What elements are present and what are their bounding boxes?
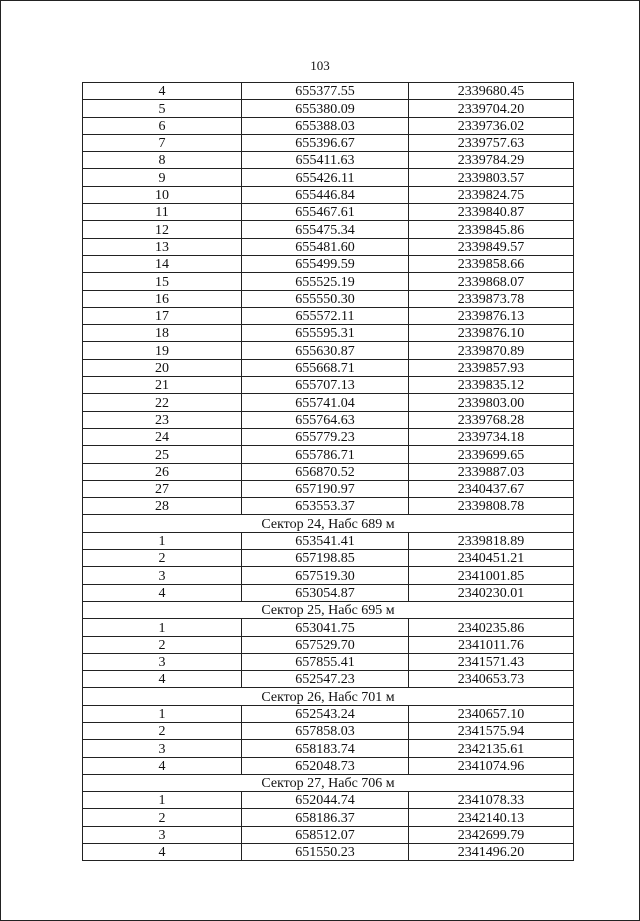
y-coordinate-cell: 2339824.75 [409, 186, 574, 203]
sector-header-row [83, 774, 574, 791]
point-number-cell: 4 [83, 584, 242, 601]
table-row [83, 463, 574, 480]
table-row [83, 428, 574, 445]
point-number-cell: 7 [83, 134, 242, 151]
y-coordinate-cell: 2341078.33 [409, 792, 574, 809]
x-coordinate-cell: 655475.34 [242, 221, 409, 238]
x-coordinate-cell: 655550.30 [242, 290, 409, 307]
point-number-cell: 3 [83, 826, 242, 843]
table-row [83, 844, 574, 861]
point-number-cell: 27 [83, 480, 242, 497]
point-number-cell: 2 [83, 636, 242, 653]
table-row [83, 290, 574, 307]
sector-header: Сектор 27, Набс 706 м [83, 774, 574, 791]
table-row [83, 255, 574, 272]
point-number-cell: 4 [83, 83, 242, 100]
x-coordinate-cell: 655388.03 [242, 117, 409, 134]
x-coordinate-cell: 655707.13 [242, 377, 409, 394]
point-number-cell: 9 [83, 169, 242, 186]
y-coordinate-cell: 2339680.45 [409, 83, 574, 100]
y-coordinate-cell: 2339849.57 [409, 238, 574, 255]
x-coordinate-cell: 655572.11 [242, 307, 409, 324]
point-number-cell: 12 [83, 221, 242, 238]
x-coordinate-cell: 655499.59 [242, 255, 409, 272]
table-row [83, 134, 574, 151]
x-coordinate-cell: 655396.67 [242, 134, 409, 151]
y-coordinate-cell: 2340657.10 [409, 705, 574, 722]
x-coordinate-cell: 651550.23 [242, 844, 409, 861]
point-number-cell: 15 [83, 273, 242, 290]
y-coordinate-cell: 2339704.20 [409, 100, 574, 117]
point-number-cell: 16 [83, 290, 242, 307]
x-coordinate-cell: 657190.97 [242, 480, 409, 497]
x-coordinate-cell: 656870.52 [242, 463, 409, 480]
y-coordinate-cell: 2340451.21 [409, 550, 574, 567]
table-row [83, 722, 574, 739]
y-coordinate-cell: 2339857.93 [409, 359, 574, 376]
table-row [83, 100, 574, 117]
table-row [83, 480, 574, 497]
point-number-cell: 21 [83, 377, 242, 394]
x-coordinate-cell: 655764.63 [242, 411, 409, 428]
y-coordinate-cell: 2339784.29 [409, 152, 574, 169]
table-row [83, 653, 574, 670]
x-coordinate-cell: 655411.63 [242, 152, 409, 169]
x-coordinate-cell: 652048.73 [242, 757, 409, 774]
y-coordinate-cell: 2339803.57 [409, 169, 574, 186]
y-coordinate-cell: 2339858.66 [409, 255, 574, 272]
table-row [83, 377, 574, 394]
y-coordinate-cell: 2340653.73 [409, 671, 574, 688]
y-coordinate-cell: 2339699.65 [409, 446, 574, 463]
point-number-cell: 24 [83, 428, 242, 445]
table-row [83, 117, 574, 134]
point-number-cell: 4 [83, 757, 242, 774]
table-row [83, 498, 574, 515]
table-row [83, 359, 574, 376]
point-number-cell: 8 [83, 152, 242, 169]
y-coordinate-cell: 2339887.03 [409, 463, 574, 480]
table-row [83, 757, 574, 774]
sector-header: Сектор 26, Набс 701 м [83, 688, 574, 705]
table-row [83, 204, 574, 221]
x-coordinate-cell: 653553.37 [242, 498, 409, 515]
table-row [83, 740, 574, 757]
y-coordinate-cell: 2339876.10 [409, 325, 574, 342]
point-number-cell: 4 [83, 671, 242, 688]
table-row [83, 325, 574, 342]
point-number-cell: 3 [83, 567, 242, 584]
y-coordinate-cell: 2339870.89 [409, 342, 574, 359]
y-coordinate-cell: 2341496.20 [409, 844, 574, 861]
y-coordinate-cell: 2341074.96 [409, 757, 574, 774]
y-coordinate-cell: 2339840.87 [409, 204, 574, 221]
point-number-cell: 2 [83, 809, 242, 826]
point-number-cell: 1 [83, 619, 242, 636]
x-coordinate-cell: 653041.75 [242, 619, 409, 636]
sector-header-row [83, 515, 574, 532]
y-coordinate-cell: 2339873.78 [409, 290, 574, 307]
x-coordinate-cell: 657858.03 [242, 722, 409, 739]
y-coordinate-cell: 2339876.13 [409, 307, 574, 324]
point-number-cell: 2 [83, 550, 242, 567]
y-coordinate-cell: 2340437.67 [409, 480, 574, 497]
table-row [83, 394, 574, 411]
table-row [83, 152, 574, 169]
sector-header: Сектор 24, Набс 689 м [83, 515, 574, 532]
point-number-cell: 14 [83, 255, 242, 272]
point-number-cell: 6 [83, 117, 242, 134]
x-coordinate-cell: 658183.74 [242, 740, 409, 757]
point-number-cell: 1 [83, 532, 242, 549]
x-coordinate-cell: 652543.24 [242, 705, 409, 722]
y-coordinate-cell: 2342140.13 [409, 809, 574, 826]
point-number-cell: 4 [83, 844, 242, 861]
table-row [83, 446, 574, 463]
table-row [83, 550, 574, 567]
point-number-cell: 5 [83, 100, 242, 117]
y-coordinate-cell: 2339808.78 [409, 498, 574, 515]
point-number-cell: 20 [83, 359, 242, 376]
table-row [83, 792, 574, 809]
y-coordinate-cell: 2339757.63 [409, 134, 574, 151]
x-coordinate-cell: 655786.71 [242, 446, 409, 463]
coordinates-table [82, 82, 574, 861]
point-number-cell: 13 [83, 238, 242, 255]
x-coordinate-cell: 658512.07 [242, 826, 409, 843]
page-number: 103 [310, 58, 330, 73]
x-coordinate-cell: 655595.31 [242, 325, 409, 342]
sector-header: Сектор 25, Набс 695 м [83, 601, 574, 618]
y-coordinate-cell: 2339803.00 [409, 394, 574, 411]
x-coordinate-cell: 655426.11 [242, 169, 409, 186]
y-coordinate-cell: 2341001.85 [409, 567, 574, 584]
x-coordinate-cell: 655467.61 [242, 204, 409, 221]
x-coordinate-cell: 652044.74 [242, 792, 409, 809]
table-row [83, 411, 574, 428]
table-row [83, 169, 574, 186]
point-number-cell: 26 [83, 463, 242, 480]
point-number-cell: 1 [83, 705, 242, 722]
y-coordinate-cell: 2339835.12 [409, 377, 574, 394]
table-row [83, 83, 574, 100]
point-number-cell: 22 [83, 394, 242, 411]
x-coordinate-cell: 655779.23 [242, 428, 409, 445]
table-row [83, 619, 574, 636]
x-coordinate-cell: 657529.70 [242, 636, 409, 653]
table-row [83, 532, 574, 549]
table-row [83, 567, 574, 584]
point-number-cell: 28 [83, 498, 242, 515]
y-coordinate-cell: 2341011.76 [409, 636, 574, 653]
table-row [83, 584, 574, 601]
table-row [83, 342, 574, 359]
point-number-cell: 19 [83, 342, 242, 359]
x-coordinate-cell: 655741.04 [242, 394, 409, 411]
y-coordinate-cell: 2339845.86 [409, 221, 574, 238]
x-coordinate-cell: 655525.19 [242, 273, 409, 290]
x-coordinate-cell: 655630.87 [242, 342, 409, 359]
table-row [83, 273, 574, 290]
point-number-cell: 1 [83, 792, 242, 809]
x-coordinate-cell: 655446.84 [242, 186, 409, 203]
x-coordinate-cell: 653054.87 [242, 584, 409, 601]
sector-header-row [83, 601, 574, 618]
point-number-cell: 2 [83, 722, 242, 739]
y-coordinate-cell: 2340235.86 [409, 619, 574, 636]
x-coordinate-cell: 657519.30 [242, 567, 409, 584]
table-row [83, 186, 574, 203]
x-coordinate-cell: 653541.41 [242, 532, 409, 549]
point-number-cell: 18 [83, 325, 242, 342]
table-row [83, 809, 574, 826]
x-coordinate-cell: 658186.37 [242, 809, 409, 826]
point-number-cell: 23 [83, 411, 242, 428]
x-coordinate-cell: 655668.71 [242, 359, 409, 376]
y-coordinate-cell: 2340230.01 [409, 584, 574, 601]
y-coordinate-cell: 2341571.43 [409, 653, 574, 670]
table-row [83, 826, 574, 843]
table-row [83, 636, 574, 653]
x-coordinate-cell: 655377.55 [242, 83, 409, 100]
x-coordinate-cell: 655481.60 [242, 238, 409, 255]
x-coordinate-cell: 657855.41 [242, 653, 409, 670]
point-number-cell: 3 [83, 740, 242, 757]
x-coordinate-cell: 657198.85 [242, 550, 409, 567]
point-number-cell: 25 [83, 446, 242, 463]
table-row [83, 705, 574, 722]
sector-header-row [83, 688, 574, 705]
point-number-cell: 10 [83, 186, 242, 203]
point-number-cell: 3 [83, 653, 242, 670]
x-coordinate-cell: 652547.23 [242, 671, 409, 688]
table-row [83, 221, 574, 238]
table-row [83, 307, 574, 324]
y-coordinate-cell: 2339768.28 [409, 411, 574, 428]
y-coordinate-cell: 2342699.79 [409, 826, 574, 843]
point-number-cell: 17 [83, 307, 242, 324]
y-coordinate-cell: 2339868.07 [409, 273, 574, 290]
y-coordinate-cell: 2342135.61 [409, 740, 574, 757]
table-row [83, 671, 574, 688]
y-coordinate-cell: 2339736.02 [409, 117, 574, 134]
table-row [83, 238, 574, 255]
y-coordinate-cell: 2339734.18 [409, 428, 574, 445]
point-number-cell: 11 [83, 204, 242, 221]
y-coordinate-cell: 2339818.89 [409, 532, 574, 549]
x-coordinate-cell: 655380.09 [242, 100, 409, 117]
y-coordinate-cell: 2341575.94 [409, 722, 574, 739]
